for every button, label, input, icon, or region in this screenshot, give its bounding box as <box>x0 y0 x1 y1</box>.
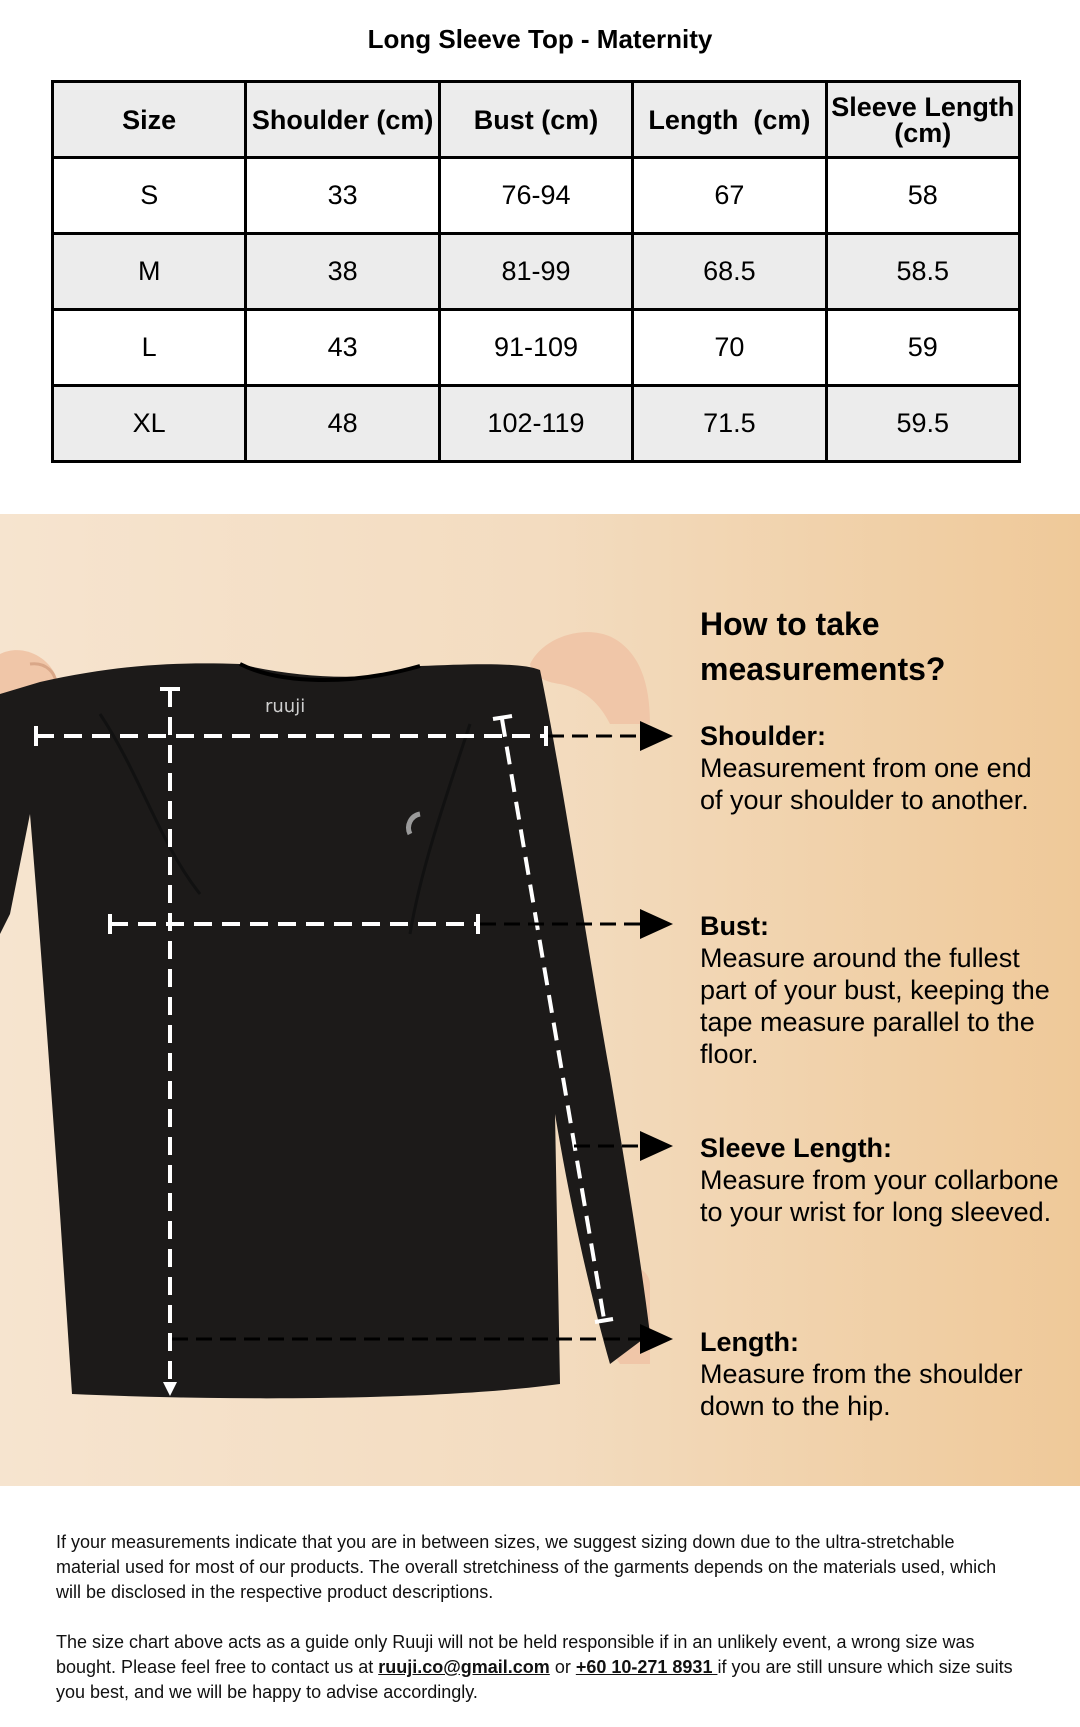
cell-size: L <box>53 310 246 386</box>
header-size: Size <box>53 82 246 158</box>
header-sleeve-length: Sleeve Length (cm) <box>826 82 1019 158</box>
cell-bust: 76-94 <box>439 158 632 234</box>
measurement-description: Measure from the shoulder down to the hip. <box>700 1359 1023 1421</box>
shoulder-measurement <box>700 720 1060 816</box>
table-header-row <box>53 82 1020 158</box>
sleeve-length-measurement <box>700 1132 1060 1228</box>
cell-shoulder: 48 <box>246 386 439 462</box>
cell-bust: 102-119 <box>439 386 632 462</box>
length-measurement <box>700 1326 1060 1422</box>
phone-link[interactable]: +60 10-271 8931 <box>575 1657 718 1677</box>
cell-sleeve-length: 58.5 <box>826 234 1019 310</box>
guide-heading <box>700 602 1060 692</box>
footer-notes <box>56 1530 1016 1727</box>
shirt-brand-label: ruuji <box>265 696 306 717</box>
measurement-label: Shoulder: <box>700 721 826 751</box>
header-bust: Bust (cm) <box>439 82 632 158</box>
header-shoulder: Shoulder (cm) <box>246 82 439 158</box>
header-length: Length (cm) <box>633 82 826 158</box>
cell-length: 68.5 <box>633 234 826 310</box>
disclaimer-text: The size chart above acts as a guide only Ruuji will not be held responsible if in an unlikely event, a wrong size was bought. Please feel free to contact us at <box>56 1632 975 1677</box>
cell-size: S <box>53 158 246 234</box>
measurement-description: Measure around the fullest part of your bust, keeping the tape measure parallel to the floor. <box>700 943 1050 1069</box>
or-text: or <box>549 1657 576 1677</box>
measurement-description: Measurement from one end of your shoulder to another. <box>700 753 1032 815</box>
shirt-body <box>0 663 650 1398</box>
cell-sleeve-length: 58 <box>826 158 1019 234</box>
bust-measurement <box>700 910 1060 1070</box>
guide-heading-line1: How to take <box>700 606 880 642</box>
email-link[interactable]: ruuji.co@gmail.com <box>378 1657 550 1677</box>
disclaimer-text-end: if you are still unsure which size suits you best, and we will be happy to advise accordingly. <box>56 1657 1013 1702</box>
cell-shoulder: 43 <box>246 310 439 386</box>
size-chart-table <box>51 80 1021 463</box>
cell-shoulder: 38 <box>246 234 439 310</box>
cell-size: M <box>53 234 246 310</box>
sizing-note: If your measurements indicate that you are in between sizes, we suggest sizing down due to the ultra-stretchable material used for most of our products. The overall stretchiness of the garments depends on the materials used, which will be disclosed in the respective product descriptions. <box>56 1532 997 1602</box>
disclaimer-note <box>56 1630 1016 1705</box>
cell-bust: 91-109 <box>439 310 632 386</box>
cell-sleeve-length: 59 <box>826 310 1019 386</box>
cell-size: XL <box>53 386 246 462</box>
measurement-guide <box>0 514 1080 1486</box>
page-title: Long Sleeve Top - Maternity <box>367 24 713 54</box>
table-row <box>53 158 1020 234</box>
measurement-label: Bust: <box>700 911 769 941</box>
cell-length: 70 <box>633 310 826 386</box>
measurement-label: Length: <box>700 1327 799 1357</box>
measurement-label: Sleeve Length: <box>700 1133 893 1163</box>
table-row <box>53 234 1020 310</box>
cell-sleeve-length: 59.5 <box>826 386 1019 462</box>
cell-length: 71.5 <box>633 386 826 462</box>
measurement-description: Measure from your collarbone to your wrist for long sleeved. <box>700 1165 1059 1227</box>
table-row <box>53 310 1020 386</box>
guide-heading-line2: measurements? <box>700 651 946 687</box>
table-row <box>53 386 1020 462</box>
cell-bust: 81-99 <box>439 234 632 310</box>
cell-shoulder: 33 <box>246 158 439 234</box>
cell-length: 67 <box>633 158 826 234</box>
